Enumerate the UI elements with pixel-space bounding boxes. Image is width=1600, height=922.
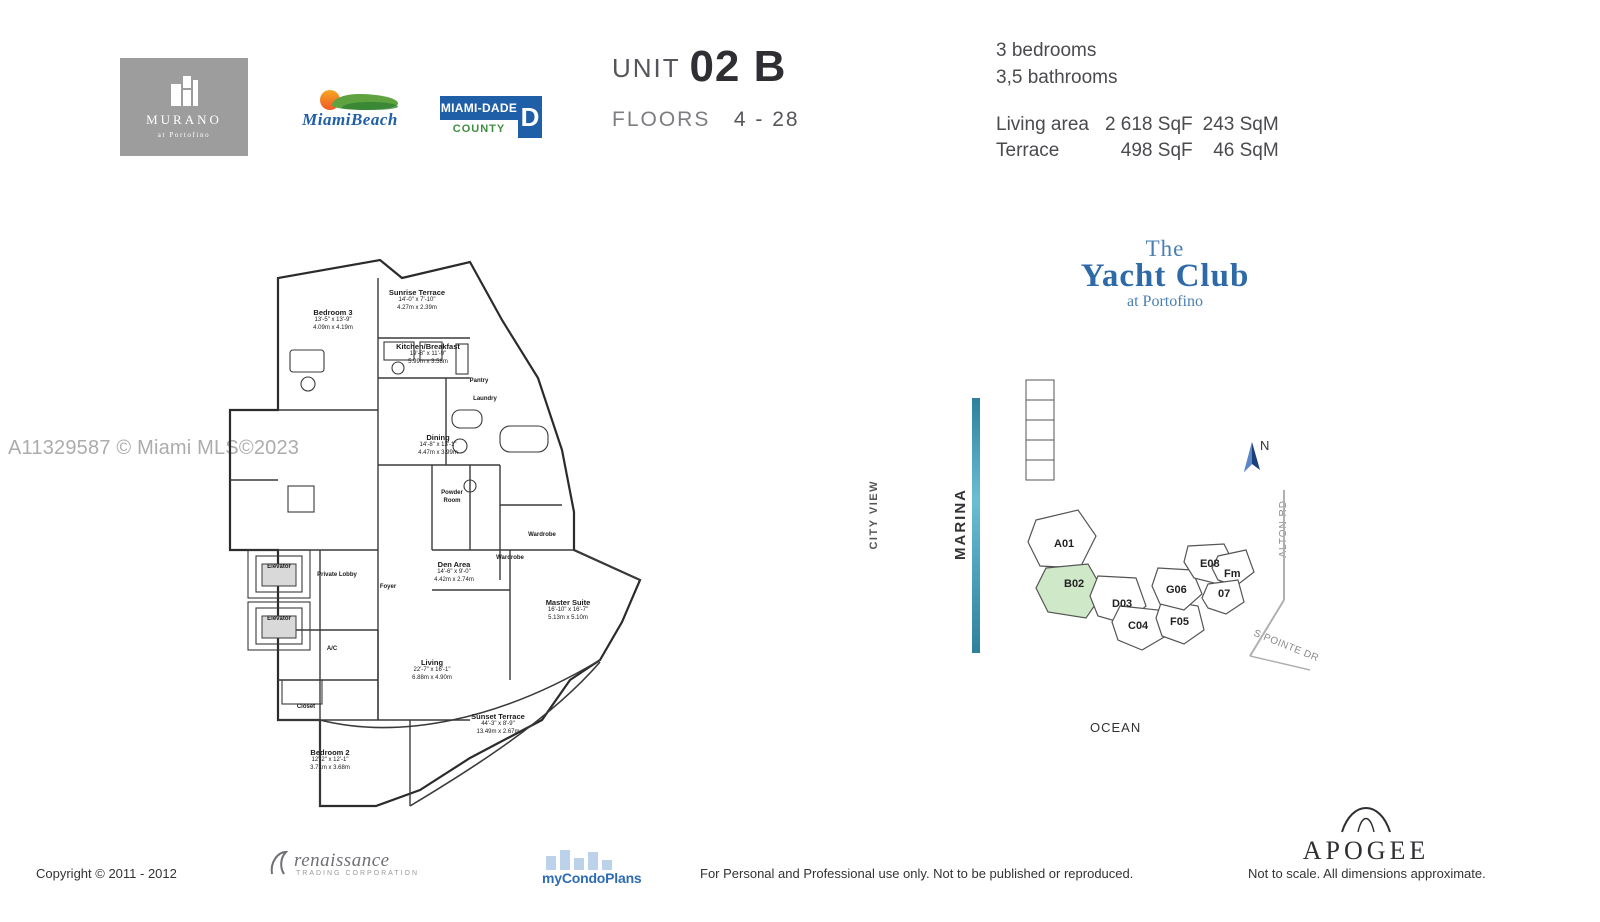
murano-logo [120, 58, 248, 156]
room-label-powder-room [432, 490, 472, 505]
murano-logo-sub: at Portofino [157, 130, 211, 139]
room-name: Laundry [473, 396, 497, 402]
yacht-club-sub: at Portofino [1127, 293, 1203, 310]
room-dim-m: 13.49m x 2.67m [476, 728, 520, 735]
miami-dade-county-logo [440, 96, 540, 142]
room-dim-ft: 14'-8" x 13'-1" [419, 442, 457, 449]
room-label-living [396, 658, 468, 682]
room-label-wardrobe-2 [488, 555, 532, 563]
mycondoplans-logo [536, 850, 686, 890]
room-name: Foyer [379, 584, 397, 590]
room-label-bedroom-3 [294, 308, 372, 332]
murano-building-icon [171, 76, 197, 106]
room-name: Wardrobe [496, 555, 524, 561]
site-unit-g06[interactable]: G06 [1166, 584, 1187, 596]
table-row [996, 140, 1287, 166]
terrace-sqm: 46 SqM [1213, 140, 1279, 161]
floors-value: 4 - 28 [733, 108, 800, 131]
room-dim-m: 5.13m x 5.10m [548, 614, 588, 621]
bathrooms-text: 3,5 bathrooms [996, 66, 1118, 88]
city-view-label: CITY VIEW [868, 480, 880, 550]
room-label-sunrise-terrace [375, 288, 459, 312]
floors-line [612, 108, 800, 132]
room-dim-ft: 14'-6" x 9'-0" [437, 569, 471, 576]
room-label-pantry [462, 378, 496, 386]
room-label-laundry [468, 396, 502, 404]
marina-label: MARINA [952, 488, 969, 560]
apogee-arc-icon [1336, 796, 1396, 836]
usage-notice: For Personal and Professional use only. Not to be published or reproduced. [700, 866, 1134, 881]
room-name: Sunrise Terrace [388, 288, 446, 297]
building-bar-icon [588, 852, 598, 870]
room-name: Kitchen/Breakfast [396, 342, 460, 351]
room-label-elevator-2 [250, 616, 308, 624]
miami-dade-d-icon: D [518, 96, 542, 138]
s-pointe-dr-label: S POINTE DR [1251, 628, 1321, 665]
site-unit-d03[interactable]: D03 [1112, 598, 1133, 610]
floor-plan [170, 250, 690, 810]
floor-plan-drawing [170, 250, 690, 810]
room-dim-m: 5.99m x 3.58m [408, 358, 448, 365]
room-dim-ft: 22'-7" x 16'-1" [413, 667, 451, 674]
renaissance-logo [278, 848, 428, 888]
scale-notice: Not to scale. All dimensions approximate. [1248, 866, 1486, 881]
unit-prefix: UNIT [612, 53, 681, 83]
room-label-elevator-1 [250, 564, 308, 572]
site-unit-a01[interactable]: A01 [1054, 538, 1075, 550]
watermark-text: A11329587 © Miami MLS©2023 [8, 437, 300, 459]
room-name: A/C [326, 646, 338, 652]
living-area-sqm: 243 SqM [1202, 114, 1279, 135]
room-name: Bedroom 2 [310, 748, 350, 757]
room-dim-m: 6.88m x 4.90m [412, 674, 452, 681]
room-dim-m: 4.09m x 4.19m [313, 324, 353, 331]
site-map-drawing [840, 370, 1380, 710]
alton-rd-label: ALTON RD [1278, 500, 1289, 558]
room-name: Elevator [267, 564, 291, 570]
building-bar-icon [574, 858, 584, 870]
room-label-den-area [418, 560, 490, 584]
room-name: Private Lobby [317, 572, 357, 578]
table-row [996, 114, 1287, 140]
room-dim-ft: 13'-5" x 13'-9" [314, 317, 352, 324]
room-label-master-suite [526, 598, 610, 622]
room-dim-m: 4.47m x 3.99m [418, 449, 458, 456]
room-dim-m: 4.27m x 2.39m [397, 304, 437, 311]
room-dim-ft: 14'-0" x 7'-10" [398, 297, 436, 304]
living-area-sqf: 2 618 SqF [1104, 114, 1193, 135]
room-name: Closet [296, 704, 316, 710]
room-dim-ft: 16'-10" x 16'-7" [547, 607, 589, 614]
terrace-label: Terrace [996, 140, 1060, 161]
room-label-ac [320, 646, 344, 654]
yacht-club-name: Yacht Club [1080, 258, 1250, 294]
area-table [996, 114, 1287, 166]
site-unit-fm[interactable]: Fm [1224, 568, 1241, 580]
room-dim-ft: 19'-8" x 11'-9" [409, 351, 447, 358]
building-bar-icon [602, 860, 612, 870]
room-dim-ft: 44'-3" x 8'-9" [481, 721, 515, 728]
room-name: Elevator [267, 616, 291, 622]
copyright-text: Copyright © 2011 - 2012 [36, 866, 177, 881]
mycondoplans-word: myCondoPlans [542, 870, 642, 886]
miami-beach-label: MiamiBeach [302, 110, 398, 129]
renaissance-word: renaissance [294, 850, 390, 871]
room-name: Bedroom 3 [313, 308, 353, 317]
renaissance-mark-icon [268, 850, 290, 876]
yacht-club-logo [1040, 236, 1290, 311]
room-label-private-lobby [312, 572, 362, 580]
yacht-club-the: The [1145, 236, 1185, 261]
site-unit-f05[interactable]: F05 [1170, 616, 1189, 628]
room-name: Powder Room [441, 490, 463, 504]
bedrooms-text: 3 bedrooms [996, 40, 1097, 61]
room-label-sunset-terrace [448, 712, 548, 736]
murano-logo-name: MURANO [146, 111, 222, 127]
room-name: Pantry [469, 378, 489, 384]
unit-specs [996, 38, 1117, 92]
room-label-bedroom-2 [288, 748, 372, 772]
miami-beach-logo [296, 88, 404, 140]
apogee-word: APOGEE [1302, 836, 1430, 865]
renaissance-sub: TRADING CORPORATION [296, 870, 420, 877]
terrace-sqf: 498 SqF [1120, 140, 1193, 161]
room-name: Wardrobe [528, 532, 556, 538]
building-bar-icon [546, 856, 556, 870]
room-dim-m: 3.71m x 3.68m [310, 764, 350, 771]
unit-number: 02 B [689, 42, 787, 91]
living-area-label: Living area [996, 114, 1089, 135]
room-name: Sunset Terrace [471, 712, 525, 721]
site-map [840, 370, 1380, 735]
building-bar-icon [560, 850, 570, 870]
room-dim-m: 4.42m x 2.74m [434, 576, 474, 583]
room-name: Den Area [437, 560, 471, 569]
north-letter: N [1260, 438, 1270, 453]
miami-dade-top-label: MIAMI-DADE [440, 96, 518, 120]
ocean-label: OCEAN [1090, 720, 1142, 735]
palm-shadow-icon [342, 102, 398, 110]
page-title [612, 42, 786, 92]
room-name: Master Suite [545, 598, 591, 607]
room-label-kitchen-breakfast [382, 342, 474, 366]
room-label-foyer [368, 584, 408, 592]
room-label-dining [402, 433, 474, 457]
site-unit-c04[interactable]: C04 [1128, 620, 1149, 632]
room-label-closet [286, 704, 326, 712]
room-name: Dining [426, 433, 450, 442]
room-dim-ft: 12'-2" x 12'-1" [311, 757, 349, 764]
floors-label: FLOORS [612, 108, 711, 131]
site-unit-b02[interactable]: B02 [1064, 578, 1085, 590]
miami-dade-bottom-label: COUNTY [440, 120, 518, 138]
site-unit-07[interactable]: 07 [1218, 588, 1231, 600]
site-unit-e08[interactable]: E08 [1200, 558, 1220, 570]
room-name: Living [420, 658, 444, 667]
room-label-wardrobe-1 [520, 532, 564, 540]
